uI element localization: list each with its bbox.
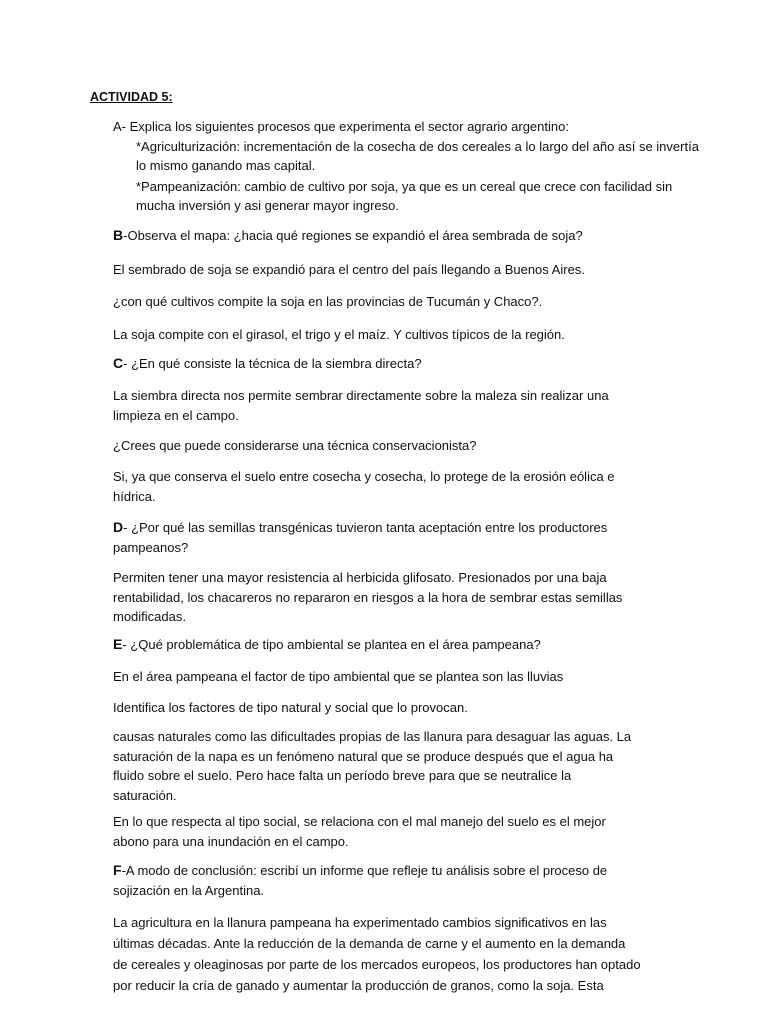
- answer-e-2-line-4: saturación.: [113, 787, 177, 803]
- answer-b-1: El sembrado de soja se expandió para el centro del país llegando a Buenos Aires.: [113, 262, 585, 277]
- question-b: [113, 226, 673, 246]
- pampeanizacion-line-2: mucha inversión y asi generar mayor ingreso.: [136, 198, 400, 213]
- answer-c-2-line-2: hídrica.: [113, 488, 156, 504]
- question-c: [113, 354, 673, 374]
- question-f: [113, 861, 673, 900]
- answer-d: [113, 568, 673, 627]
- answer-f-line-4: por reducir la cría de ganado y aumentar la producción de granos, como la soja. Esta: [113, 978, 604, 993]
- question-f-line-2: sojización en la Argentina.: [113, 882, 265, 898]
- answer-e-3-line-1: En lo que respecta al tipo social, se relaciona con el mal manejo del suelo es el mejor: [113, 814, 606, 829]
- page-title: ACTIVIDAD 5:: [90, 90, 173, 104]
- question-e-text: - ¿Qué problemática de tipo ambiental se plantea en el área pampeana?: [122, 637, 541, 652]
- answer-e-2-line-3: fluido sobre el suelo. Pero hace falta un período breve para que se neutralice la: [113, 768, 572, 783]
- answer-c-2: [113, 467, 673, 506]
- answer-c-1-line-2: limpieza en el campo.: [113, 407, 239, 423]
- question-c-text: - ¿En qué consiste la técnica de la siembra directa?: [123, 356, 422, 371]
- answer-b-2: La soja compite con el girasol, el trigo y el maíz. Y cultivos típicos de la región.: [113, 327, 565, 342]
- pampeanizacion-line-1: *Pampeanización: cambio de cultivo por soja, ya que es un cereal que crece con facilidad sin: [136, 179, 673, 194]
- answer-e-2-line-1: causas naturales como las dificultades propias de las llanura para desaguar las aguas. La: [113, 729, 632, 744]
- question-d-line-2: pampeanos?: [113, 539, 189, 555]
- question-d-line-1: - ¿Por qué las semillas transgénicas tuvieron tanta aceptación entre los productores: [123, 520, 608, 535]
- answer-e-3-line-2: abono para una inundación en el campo.: [113, 833, 349, 849]
- question-c-2: ¿Crees que puede considerarse una técnica conservacionista?: [113, 438, 477, 453]
- question-a: A- Explica los siguientes procesos que experimenta el sector agrario argentino:: [113, 119, 569, 134]
- question-b-text: -Observa el mapa: ¿hacia qué regiones se expandió el área sembrada de soja?: [123, 228, 583, 243]
- answer-e-3: [113, 812, 673, 851]
- section-letter-b: B: [113, 227, 124, 243]
- section-letter-c: C: [113, 355, 124, 371]
- question-d: [113, 518, 673, 557]
- answer-f: [113, 912, 673, 996]
- question-b-2: ¿con qué cultivos compite la soja en las provincias de Tucumán y Chaco?.: [113, 294, 543, 309]
- answer-d-line-1: Permiten tener una mayor resistencia al herbicida glifosato. Presionados por una baja: [113, 570, 607, 585]
- answer-f-line-2: últimas décadas. Ante la reducción de la demanda de carne y el aumento en la demanda: [113, 936, 626, 951]
- question-f-line-1: -A modo de conclusión: escribí un informe que refleje tu análisis sobre el proceso de: [121, 863, 608, 878]
- agriculturizacion-line-1: *Agriculturización: incrementación de la cosecha de dos cereales a lo largo del año así se invertía: [136, 139, 699, 154]
- answer-d-line-3: modificadas.: [113, 609, 186, 624]
- question-e-2: Identifica los factores de tipo natural y social que lo provocan.: [113, 700, 468, 715]
- answer-f-line-3: de cereales y oleaginosas por parte de los mercados europeos, los productores han optado: [113, 957, 641, 972]
- agriculturizacion-line-2: lo mismo ganando mas capital.: [136, 158, 316, 173]
- section-letter-f: F: [113, 862, 122, 878]
- question-e: [113, 635, 673, 655]
- answer-e-2-line-2: saturación de la napa es un fenómeno natural que se produce después que el agua ha: [113, 748, 614, 764]
- section-letter-d: D: [113, 519, 124, 535]
- answer-e-1: En el área pampeana el factor de tipo ambiental que se plantea son las lluvias: [113, 669, 564, 684]
- answer-f-line-1: La agricultura en la llanura pampeana ha experimentado cambios significativos en las: [113, 915, 607, 930]
- answer-c-1-line-1: La siembra directa nos permite sembrar directamente sobre la maleza sin realizar una: [113, 388, 609, 403]
- answer-c-2-line-1: Si, ya que conserva el suelo entre cosecha y cosecha, lo protege de la erosión eólica e: [113, 469, 615, 484]
- section-letter-e: E: [113, 636, 123, 652]
- answer-d-line-2: rentabilidad, los chacareros no repararon en riesgos a la hora de sembrar estas semillas: [113, 589, 623, 605]
- answer-e-2: [113, 727, 673, 805]
- answer-c-1: [113, 386, 673, 425]
